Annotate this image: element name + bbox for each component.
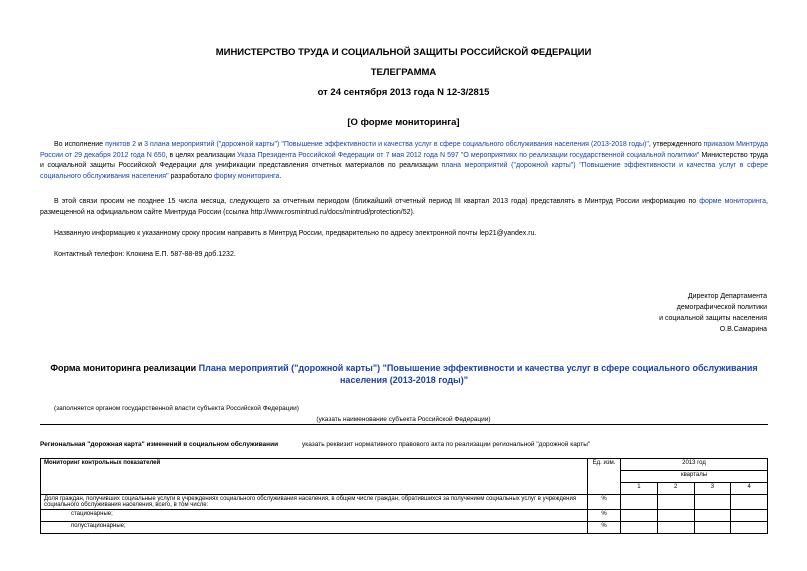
text: , размещенной на официальном сайте Минтруда России (ссылка http://www.rosmintrud.ru/docs/mintrud/protection/52).: [40, 198, 768, 216]
text: разработало: [168, 172, 215, 180]
value-cell[interactable]: [694, 522, 731, 534]
signature-block: [567, 291, 767, 335]
row-unit: %: [588, 522, 621, 534]
value-cell[interactable]: [621, 510, 658, 522]
text: .: [279, 172, 282, 180]
value-cell[interactable]: [621, 522, 658, 534]
text: , утвержденного: [648, 141, 704, 148]
value-cell[interactable]: [657, 510, 694, 522]
value-cell[interactable]: [731, 495, 768, 510]
value-cell[interactable]: [731, 522, 768, 534]
table-row: [41, 522, 768, 534]
signature-line: и социальной защиты населения: [659, 315, 767, 322]
link-roadmap-plan-2[interactable]: плана мероприятий ("дорожной карты") "Повышение эффективности и качества услуг в сфере социального обслуживания населения": [40, 162, 769, 180]
row-unit: %: [588, 510, 621, 522]
paragraph-1: [40, 140, 768, 182]
regional-label: Региональная "дорожная карта" изменений в социальном обслуживании: [40, 441, 279, 448]
doc-date-number: от 24 сентября 2013 года N 12-3/2815: [317, 87, 490, 98]
doc-type: ТЕЛЕГРАММА: [370, 67, 437, 78]
text: Контактный телефон: Клокина Е.П. 587-88-89 доб.1232.: [54, 251, 236, 258]
link-items-2[interactable]: пунктов 2: [105, 141, 137, 148]
text: Форма мониторинга реализации: [50, 363, 199, 373]
doc-subject: [О форме мониторинга]: [347, 117, 460, 128]
value-cell[interactable]: [694, 510, 731, 522]
regional-hint: указать реквизит нормативного правового акта по реализации региональной "дорожной карты": [302, 441, 591, 448]
signature-line: Директор Департамента: [687, 293, 767, 300]
table-row: [41, 495, 768, 510]
paragraph-4: [40, 250, 768, 261]
paragraph-3: [40, 229, 768, 240]
value-cell[interactable]: [621, 495, 658, 510]
signature-line: демографической политики: [676, 304, 767, 311]
quarter-4: 4: [731, 483, 768, 495]
text: Во исполнение: [54, 141, 106, 148]
filled-by-note: (заполняется органом государственной власти субъекта Российской Федерации): [54, 405, 299, 412]
header-quarters: кварталы: [621, 471, 768, 483]
row-label: стационарные;: [41, 510, 588, 522]
value-cell[interactable]: [694, 495, 731, 510]
row-label: полустационарные;: [41, 522, 588, 534]
link-monitoring-form[interactable]: форму мониторинга: [214, 172, 280, 180]
text: , в целях реализации: [165, 151, 238, 159]
value-cell[interactable]: [731, 510, 768, 522]
ministry-title: МИНИСТЕРСТВО ТРУДА И СОЦИАЛЬНОЙ ЗАЩИТЫ РОССИЙСКОЙ ФЕДЕРАЦИИ: [215, 47, 592, 58]
quarter-3: 3: [694, 483, 731, 495]
subject-line: [40, 424, 768, 425]
header-unit: Ед. изм.: [588, 459, 621, 495]
paragraph-2: [40, 197, 768, 218]
text: Министерство труда и социальной защиты Российской Федерации для унификации представления отчетных материалов по реализации: [40, 151, 768, 169]
link-roadmap-plan[interactable]: 3 плана мероприятий ("дорожной карты") "Повышение эффективности и качества услуг в сфере социального обслуживания населения (2013-2018 годы)": [144, 141, 649, 148]
monitoring-table: [40, 458, 768, 534]
link-roadmap-plan-title[interactable]: Плана мероприятий ("дорожной карты") "Повышение эффективности и качества услуг в сфере социального обслуживания населения (2013-2018 годы)": [198, 363, 758, 385]
link-order-650[interactable]: приказом Минтруда России от 29 декабря 2012 года N 650: [40, 141, 768, 159]
subject-hint: (указать наименование субъекта Российской Федерации): [316, 416, 491, 423]
signature-name: О.В.Самарина: [719, 326, 767, 333]
header-indicators: Мониторинг контрольных показателей: [41, 459, 588, 495]
link-decree-597[interactable]: Указа Президента Российской Федерации от 7 мая 2012 года N 597 "О мероприятиях по реализации государственной социальной политики": [237, 151, 700, 159]
header-year: 2013 год: [621, 459, 768, 471]
quarter-2: 2: [657, 483, 694, 495]
row-unit: %: [588, 495, 621, 510]
form-title: [40, 362, 768, 386]
quarter-1: 1: [621, 483, 658, 495]
text: и: [136, 141, 145, 148]
link-monitoring-form-2[interactable]: форме мониторинга: [699, 198, 767, 205]
row-label: Доля граждан, получивших социальные услуги в учреждениях социального обслуживания населения, в общем числе граждан, обратившихся за получением социальных услуг в учреждения социального обслуживания населения, всего, в том числе:: [41, 495, 588, 510]
text: В этой связи просим не позднее 15 числа месяца, следующего за отчетным периодом (ближайший отчетный период III квартал 2013 года) представлять в Минтруд России информацию по: [54, 198, 700, 205]
text: Названную информацию к указанному сроку просим направить в Минтруд России, предварительно по адресу электронной почты lep21@yandex.ru.: [54, 230, 537, 237]
value-cell[interactable]: [657, 522, 694, 534]
table-row: [41, 510, 768, 522]
value-cell[interactable]: [657, 495, 694, 510]
